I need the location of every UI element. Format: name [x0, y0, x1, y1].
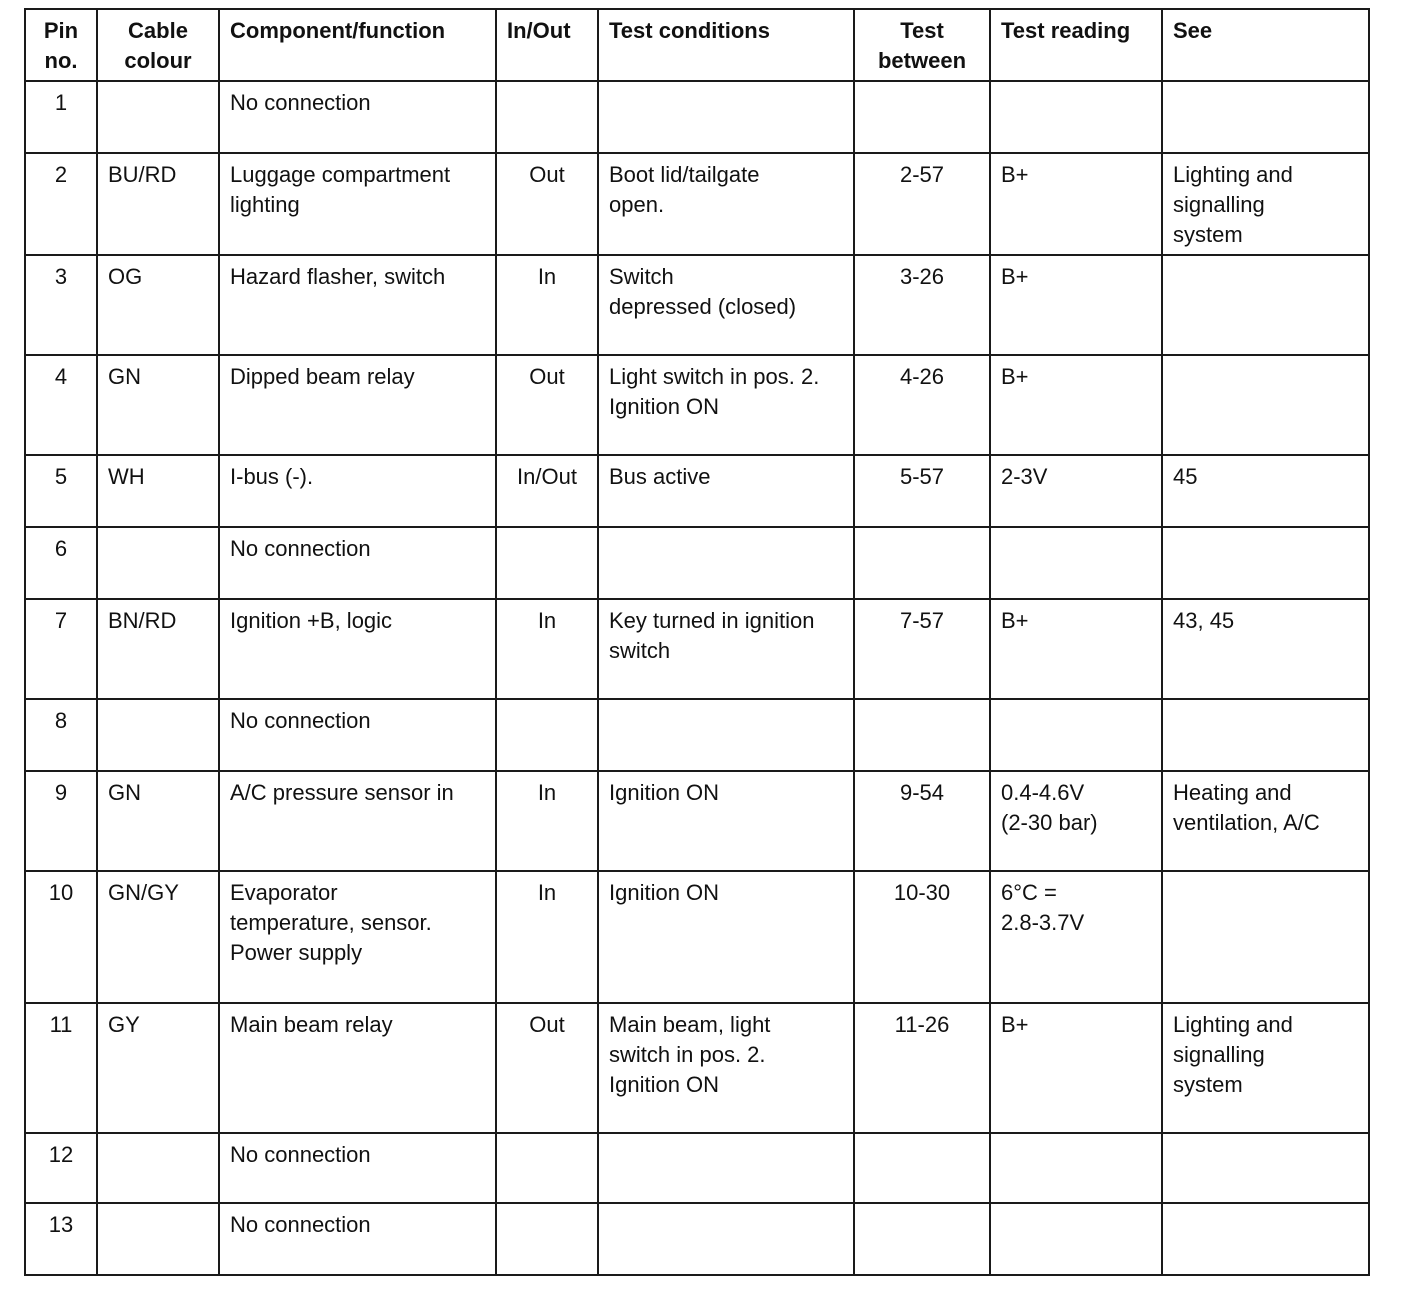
cell-cable-colour	[97, 1203, 219, 1275]
cell-pin: 3	[25, 255, 97, 355]
cell-see: Heating and ventilation, A/C	[1162, 771, 1369, 871]
cell-test-reading	[990, 81, 1162, 153]
cell-component: Ignition +B, logic	[219, 599, 496, 699]
header-see: See	[1162, 9, 1369, 81]
cell-component: Main beam relay	[219, 1003, 496, 1133]
header-pin: Pin no.	[25, 9, 97, 81]
cell-test-conditions: Ignition ON	[598, 771, 854, 871]
table-row	[25, 81, 1369, 153]
cell-component: Dipped beam relay	[219, 355, 496, 455]
cell-test-between	[854, 1133, 990, 1203]
cell-in-out: In/Out	[496, 455, 598, 527]
cell-see	[1162, 355, 1369, 455]
header-test-conditions: Test conditions	[598, 9, 854, 81]
cell-test-reading: B+	[990, 355, 1162, 455]
cell-in-out: Out	[496, 1003, 598, 1133]
cell-see: Lighting and signalling system	[1162, 153, 1369, 255]
cell-component: No connection	[219, 527, 496, 599]
cell-see: Lighting and signalling system	[1162, 1003, 1369, 1133]
cell-test-conditions	[598, 1133, 854, 1203]
cell-test-between	[854, 81, 990, 153]
cell-test-reading	[990, 1133, 1162, 1203]
cell-test-conditions	[598, 1203, 854, 1275]
table-row	[25, 355, 1369, 455]
cell-pin: 2	[25, 153, 97, 255]
cell-see	[1162, 81, 1369, 153]
cell-cable-colour: GN	[97, 355, 219, 455]
cell-test-reading: 6°C = 2.8-3.7V	[990, 871, 1162, 1003]
cell-in-out: Out	[496, 355, 598, 455]
cell-component: No connection	[219, 1203, 496, 1275]
cell-pin: 8	[25, 699, 97, 771]
cell-component: Evaporator temperature, sensor. Power supply	[219, 871, 496, 1003]
cell-test-between: 11-26	[854, 1003, 990, 1133]
cell-test-between	[854, 699, 990, 771]
cell-test-between: 2-57	[854, 153, 990, 255]
table-row	[25, 1003, 1369, 1133]
cell-test-between: 4-26	[854, 355, 990, 455]
header-row	[25, 9, 1369, 81]
cell-pin: 13	[25, 1203, 97, 1275]
cell-cable-colour	[97, 699, 219, 771]
cell-pin: 9	[25, 771, 97, 871]
cell-component: No connection	[219, 1133, 496, 1203]
cell-pin: 12	[25, 1133, 97, 1203]
cell-test-reading: 2-3V	[990, 455, 1162, 527]
table-row	[25, 527, 1369, 599]
cell-component: Luggage compartment lighting	[219, 153, 496, 255]
cell-see	[1162, 527, 1369, 599]
cell-see	[1162, 699, 1369, 771]
cell-test-conditions	[598, 81, 854, 153]
cell-test-reading: B+	[990, 255, 1162, 355]
pin-assignment-table	[24, 8, 1370, 1276]
cell-cable-colour: OG	[97, 255, 219, 355]
cell-pin: 11	[25, 1003, 97, 1133]
cell-cable-colour: BU/RD	[97, 153, 219, 255]
cell-test-between: 5-57	[854, 455, 990, 527]
table-row	[25, 871, 1369, 1003]
cell-pin: 7	[25, 599, 97, 699]
cell-component: A/C pressure sensor in	[219, 771, 496, 871]
cell-in-out	[496, 1133, 598, 1203]
cell-cable-colour: GY	[97, 1003, 219, 1133]
table-row	[25, 255, 1369, 355]
cell-cable-colour	[97, 527, 219, 599]
cell-component: No connection	[219, 699, 496, 771]
cell-see: 45	[1162, 455, 1369, 527]
cell-test-between: 10-30	[854, 871, 990, 1003]
cell-pin: 10	[25, 871, 97, 1003]
cell-test-conditions: Switch depressed (closed)	[598, 255, 854, 355]
cell-cable-colour: BN/RD	[97, 599, 219, 699]
cell-test-conditions: Boot lid/tailgate open.	[598, 153, 854, 255]
cell-test-between	[854, 527, 990, 599]
cell-component: No connection	[219, 81, 496, 153]
cell-cable-colour: WH	[97, 455, 219, 527]
cell-cable-colour	[97, 81, 219, 153]
table-row	[25, 1133, 1369, 1203]
cell-test-conditions: Main beam, light switch in pos. 2. Ignition ON	[598, 1003, 854, 1133]
cell-pin: 4	[25, 355, 97, 455]
cell-see	[1162, 255, 1369, 355]
header-in-out: In/Out	[496, 9, 598, 81]
cell-in-out: Out	[496, 153, 598, 255]
cell-in-out	[496, 81, 598, 153]
cell-test-between: 9-54	[854, 771, 990, 871]
cell-test-reading: B+	[990, 153, 1162, 255]
cell-see	[1162, 871, 1369, 1003]
table-row	[25, 771, 1369, 871]
cell-component: Hazard flasher, switch	[219, 255, 496, 355]
cell-test-between: 3-26	[854, 255, 990, 355]
cell-in-out	[496, 1203, 598, 1275]
header-cable-colour: Cable colour	[97, 9, 219, 81]
cell-test-reading: B+	[990, 1003, 1162, 1133]
cell-cable-colour	[97, 1133, 219, 1203]
cell-in-out	[496, 699, 598, 771]
cell-test-conditions: Key turned in ignition switch	[598, 599, 854, 699]
header-component: Component/function	[219, 9, 496, 81]
cell-see: 43, 45	[1162, 599, 1369, 699]
cell-test-conditions: Ignition ON	[598, 871, 854, 1003]
cell-test-between	[854, 1203, 990, 1275]
cell-test-reading	[990, 1203, 1162, 1275]
cell-test-reading: 0.4-4.6V (2-30 bar)	[990, 771, 1162, 871]
cell-in-out: In	[496, 771, 598, 871]
cell-test-reading	[990, 699, 1162, 771]
table-row	[25, 699, 1369, 771]
cell-cable-colour: GN/GY	[97, 871, 219, 1003]
cell-test-conditions: Light switch in pos. 2. Ignition ON	[598, 355, 854, 455]
cell-see	[1162, 1133, 1369, 1203]
document-page	[24, 8, 1368, 1276]
cell-in-out	[496, 527, 598, 599]
table-row	[25, 455, 1369, 527]
cell-test-reading	[990, 527, 1162, 599]
cell-pin: 6	[25, 527, 97, 599]
cell-pin: 1	[25, 81, 97, 153]
cell-see	[1162, 1203, 1369, 1275]
header-test-reading: Test reading	[990, 9, 1162, 81]
cell-cable-colour: GN	[97, 771, 219, 871]
cell-test-between: 7-57	[854, 599, 990, 699]
table-row	[25, 599, 1369, 699]
cell-component: I-bus (-).	[219, 455, 496, 527]
cell-in-out: In	[496, 599, 598, 699]
table-row	[25, 1203, 1369, 1275]
cell-test-conditions: Bus active	[598, 455, 854, 527]
cell-test-conditions	[598, 527, 854, 599]
cell-test-reading: B+	[990, 599, 1162, 699]
cell-in-out: In	[496, 255, 598, 355]
cell-test-conditions	[598, 699, 854, 771]
cell-pin: 5	[25, 455, 97, 527]
table-row	[25, 153, 1369, 255]
header-test-between: Test between	[854, 9, 990, 81]
cell-in-out: In	[496, 871, 598, 1003]
